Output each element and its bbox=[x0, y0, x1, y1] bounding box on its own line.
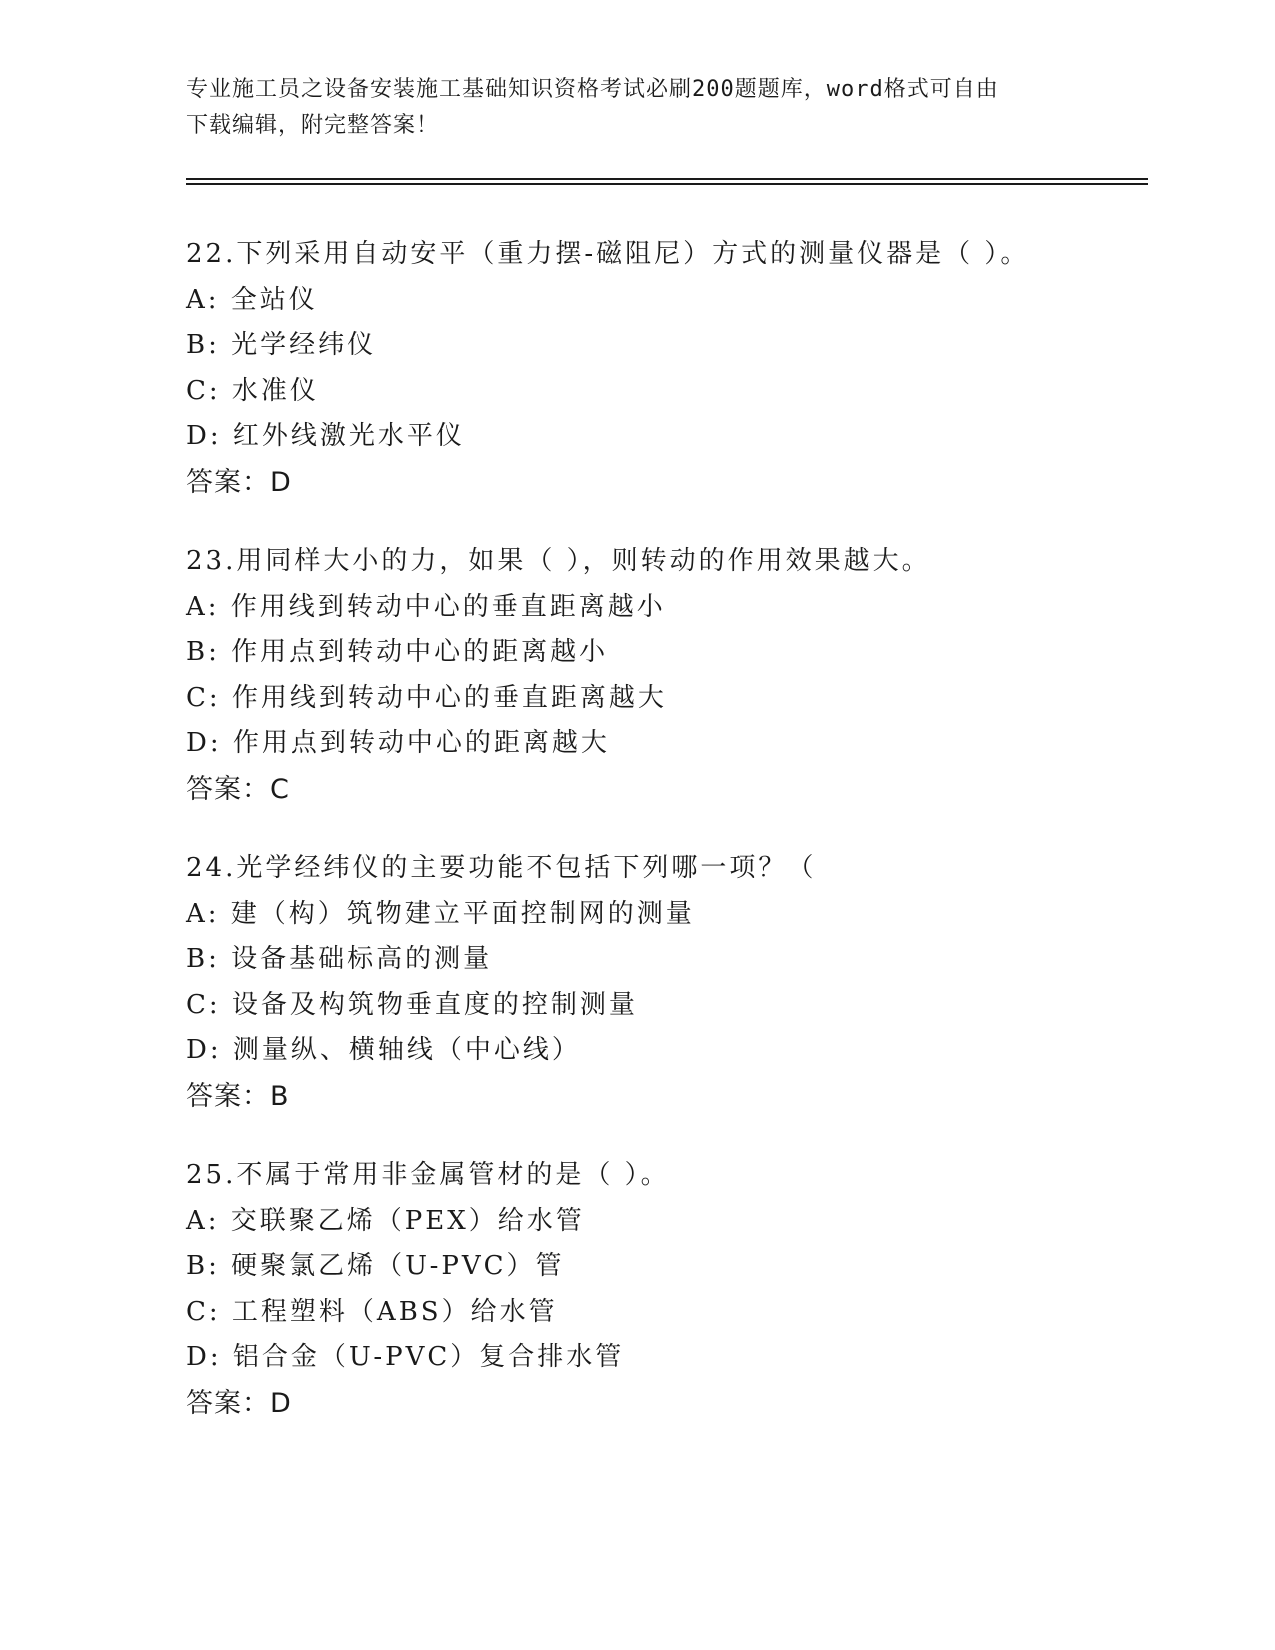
option-b: B: 设备基础标高的测量 bbox=[186, 944, 493, 974]
question-24 bbox=[186, 846, 1166, 1119]
header-line-2: 下载编辑，附完整答案！ bbox=[186, 113, 440, 138]
option-c: C: 水准仪 bbox=[186, 375, 319, 406]
header-divider-top bbox=[186, 178, 1148, 180]
question-22 bbox=[186, 232, 1166, 505]
question-stem: 24.光学经纬仪的主要功能不包括下列哪一项？（ bbox=[186, 853, 817, 883]
document-header bbox=[186, 72, 1086, 144]
option-a: A: 建（构）筑物建立平面控制网的测量 bbox=[186, 898, 695, 929]
option-b: B: 硬聚氯乙烯（U-PVC）管 bbox=[186, 1251, 565, 1281]
option-d: D: 测量纵、横轴线（中心线） bbox=[186, 1035, 581, 1065]
option-c: C: 作用线到转动中心的垂直距离越大 bbox=[186, 682, 667, 713]
answer-line: 答案：C bbox=[186, 773, 290, 805]
option-a: A: 交联聚乙烯（PEX）给水管 bbox=[186, 1205, 585, 1236]
question-25 bbox=[186, 1153, 1166, 1426]
question-stem: 23.用同样大小的力，如果（ ），则转动的作用效果越大。 bbox=[186, 546, 931, 576]
answer-line: 答案：D bbox=[186, 1387, 292, 1419]
option-c: C: 设备及构筑物垂直度的控制测量 bbox=[186, 989, 638, 1020]
header-line-1: 专业施工员之设备安装施工基础知识资格考试必刷200题题库，word格式可自由 bbox=[186, 77, 999, 102]
option-a: A: 全站仪 bbox=[186, 284, 318, 315]
option-d: D: 红外线激光水平仪 bbox=[186, 421, 465, 451]
option-b: B: 作用点到转动中心的距离越小 bbox=[186, 637, 609, 667]
answer-line: 答案：D bbox=[186, 466, 292, 498]
header-divider-bottom bbox=[186, 183, 1148, 185]
option-d: D: 铝合金（U-PVC）复合排水管 bbox=[186, 1342, 625, 1372]
option-b: B: 光学经纬仪 bbox=[186, 330, 377, 360]
option-d: D: 作用点到转动中心的距离越大 bbox=[186, 728, 610, 758]
question-23 bbox=[186, 539, 1166, 812]
question-stem: 22.下列采用自动安平（重力摆-磁阻尼）方式的测量仪器是（ ）。 bbox=[186, 239, 1030, 269]
option-c: C: 工程塑料（ABS）给水管 bbox=[186, 1296, 558, 1327]
answer-line: 答案：B bbox=[186, 1080, 290, 1112]
option-a: A: 作用线到转动中心的垂直距离越小 bbox=[186, 591, 666, 622]
question-stem: 25.不属于常用非金属管材的是（ ）。 bbox=[186, 1160, 670, 1190]
question-list bbox=[186, 232, 1166, 1460]
